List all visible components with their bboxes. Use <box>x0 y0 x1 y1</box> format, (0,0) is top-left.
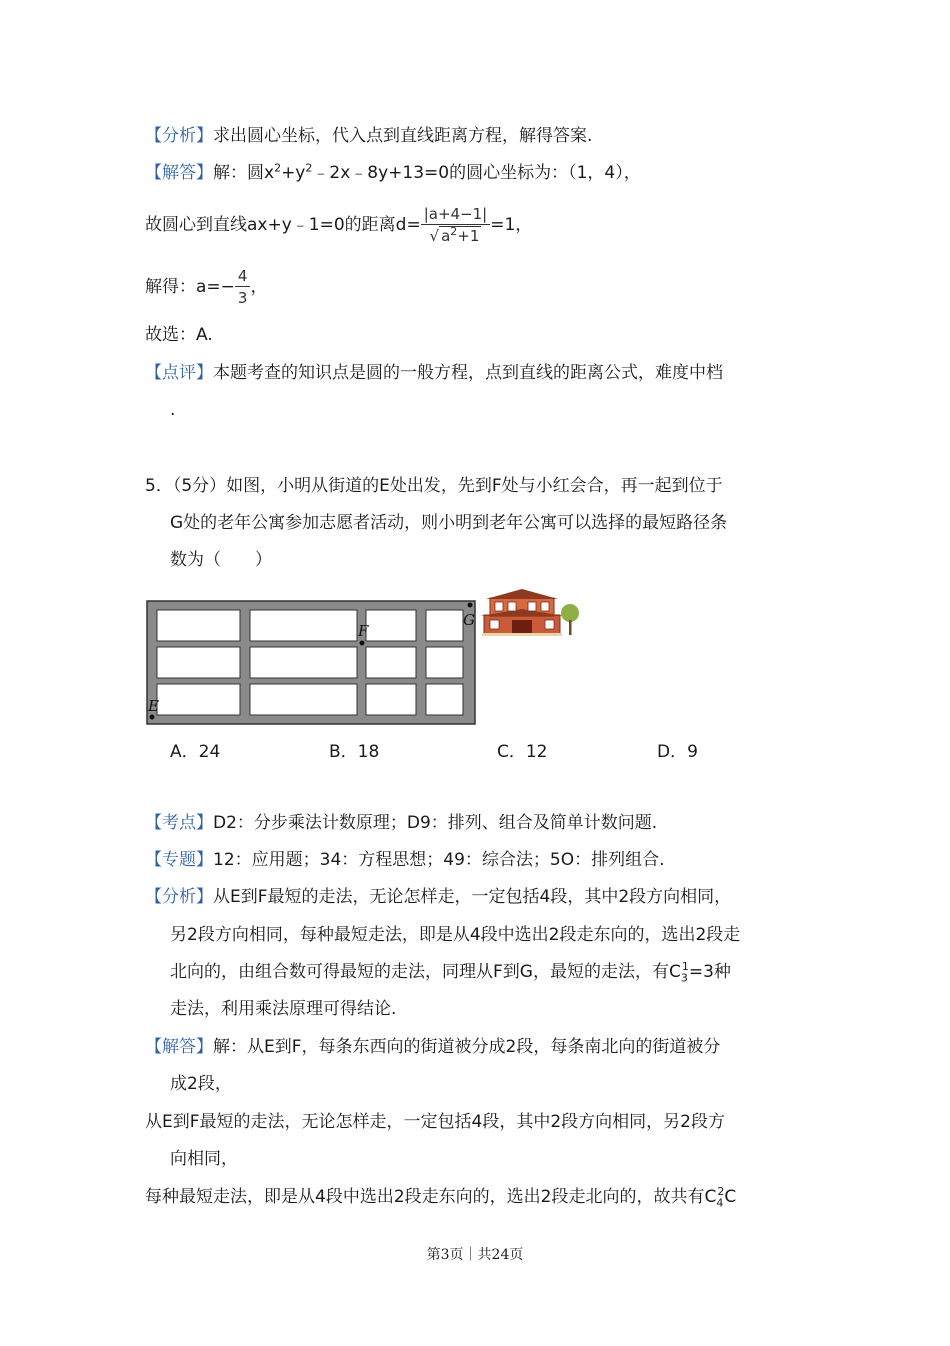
zhuanti-line <box>145 848 665 872</box>
label-e: E <box>148 697 159 715</box>
q5-analysis-text-3a: 北向的，由组合数可得最短的走法，同理从F到G，最短的走法，有C <box>170 962 681 982</box>
solve-line <box>145 262 267 312</box>
option-b: B．18 <box>329 742 380 762</box>
q5-analysis-tag: 【分析】 <box>145 887 213 907</box>
option-c: C．12 <box>497 742 548 762</box>
q5-analysis-line-4: 走法，利用乘法原理可得结论. <box>170 999 397 1019</box>
q5-answer-line-1 <box>145 1035 720 1059</box>
q5-analysis-text-3b: =3种 <box>688 962 731 982</box>
q5-analysis-line-3: 北向的，由组合数可得最短的走法，同理从F到G，最短的走法，有$C_3^1=3$种 <box>170 960 731 985</box>
apartment-building-icon <box>480 589 579 636</box>
kaodian-text: D2：分步乘法计数原理；D9：排列、组合及简单计数问题. <box>213 813 658 833</box>
distance-numerator: |a+4−1| <box>421 204 491 225</box>
answer-text-2: +y <box>281 163 306 183</box>
label-f: F <box>358 622 369 640</box>
distance-text: 故圆心到直线ax+y﹣1=0的距离d= <box>145 215 421 235</box>
q5-analysis-text-1: 从E到F最短的走法，无论怎样走，一定包括4段，其中2段方向相同， <box>213 887 732 907</box>
answer-tag: 【解答】 <box>145 163 213 183</box>
street-grid-figure <box>140 585 590 730</box>
page-footer: 第3页｜共24页 <box>426 1247 524 1263</box>
point-f-dot <box>360 641 365 646</box>
option-d: D．9 <box>657 742 698 762</box>
answer-text-1: 解：圆x <box>213 163 275 183</box>
option-a: A．24 <box>170 742 221 762</box>
q5-answer-line-5: 每种最短走法，即是从4段中选出2段走东向的，选出2段走北向的，故共有$C_4^2C$ <box>145 1185 737 1210</box>
kaodian-tag: 【考点】 <box>145 813 213 833</box>
zhuanti-text: 12：应用题；34：方程思想；49：综合法；5O：排列组合. <box>213 850 665 870</box>
kaodian-line <box>145 811 657 835</box>
q5-answer-text-5b: C <box>724 1187 737 1207</box>
q5-answer-text-1: 解：从E到F，每条东西向的街道被分成2段，每条南北向的街道被分 <box>213 1037 721 1057</box>
analysis-line <box>145 124 592 148</box>
q5-analysis-line-1 <box>145 885 731 909</box>
solve-fraction <box>235 266 251 309</box>
solve-numerator: 4 <box>235 266 251 287</box>
comment-line <box>145 361 723 385</box>
distance-den-a: a <box>441 226 451 245</box>
q5-stem-1: 5．（5分）如图，小明从街道的E处出发，先到F处与小红会合，再一起到位于 <box>145 476 723 496</box>
zhuanti-tag: 【专题】 <box>145 850 213 870</box>
q5-stem-2: G处的老年公寓参加志愿者活动，则小明到老年公寓可以选择的最短路径条 <box>170 513 728 533</box>
q5-answer-line-2: 成2段， <box>170 1074 232 1094</box>
q5-answer-tag: 【解答】 <box>145 1037 213 1057</box>
distance-suffix: =1， <box>490 215 533 235</box>
distance-line <box>145 200 532 250</box>
distance-denominator: √ $a^2+1$ <box>429 224 480 245</box>
solve-minus: − <box>220 277 235 297</box>
solve-text: 解得：a= <box>145 277 221 297</box>
q5-answer-text-5a: 每种最短走法，即是从4段中选出2段走东向的，选出2段走北向的，故共有C <box>145 1187 717 1207</box>
q5-answer-line-3: 从E到F最短的走法，无论怎样走，一定包括4段，其中2段方向相同，另2段方 <box>145 1112 725 1132</box>
distance-den-rest: +1 <box>457 226 480 245</box>
point-e-dot <box>150 715 155 720</box>
analysis-tag: 【分析】 <box>145 126 213 146</box>
solve-suffix: ， <box>250 277 268 297</box>
label-g: G <box>463 611 475 629</box>
analysis-text: 求出圆心坐标，代入点到直线距离方程，解得答案. <box>213 126 593 146</box>
comment-text: 本题考查的知识点是圆的一般方程，点到直线的距离公式，难度中档 <box>213 363 723 383</box>
q5-stem-3: 数为（ ） <box>170 550 272 570</box>
comment-tag: 【点评】 <box>145 363 213 383</box>
q5-answer-line-4: 向相同， <box>170 1149 238 1169</box>
point-g-dot <box>468 603 473 608</box>
answer-text-3: ﹣2x﹣8y+13=0的圆心坐标为：（1，4）， <box>312 163 641 183</box>
answer-line: 【解答】解：圆$x^2+y^2﹣2x﹣8y+13=0$的圆心坐标为：（1，4）， <box>145 161 641 183</box>
choice-line: 故选：A. <box>145 325 213 345</box>
q5-analysis-line-2: 另2段方向相同，每种最短走法，即是从4段中选出2段走东向的，选出2段走 <box>170 925 741 945</box>
distance-fraction <box>421 204 491 247</box>
solve-denominator: 3 <box>237 288 248 307</box>
comment-end: . <box>170 400 176 420</box>
